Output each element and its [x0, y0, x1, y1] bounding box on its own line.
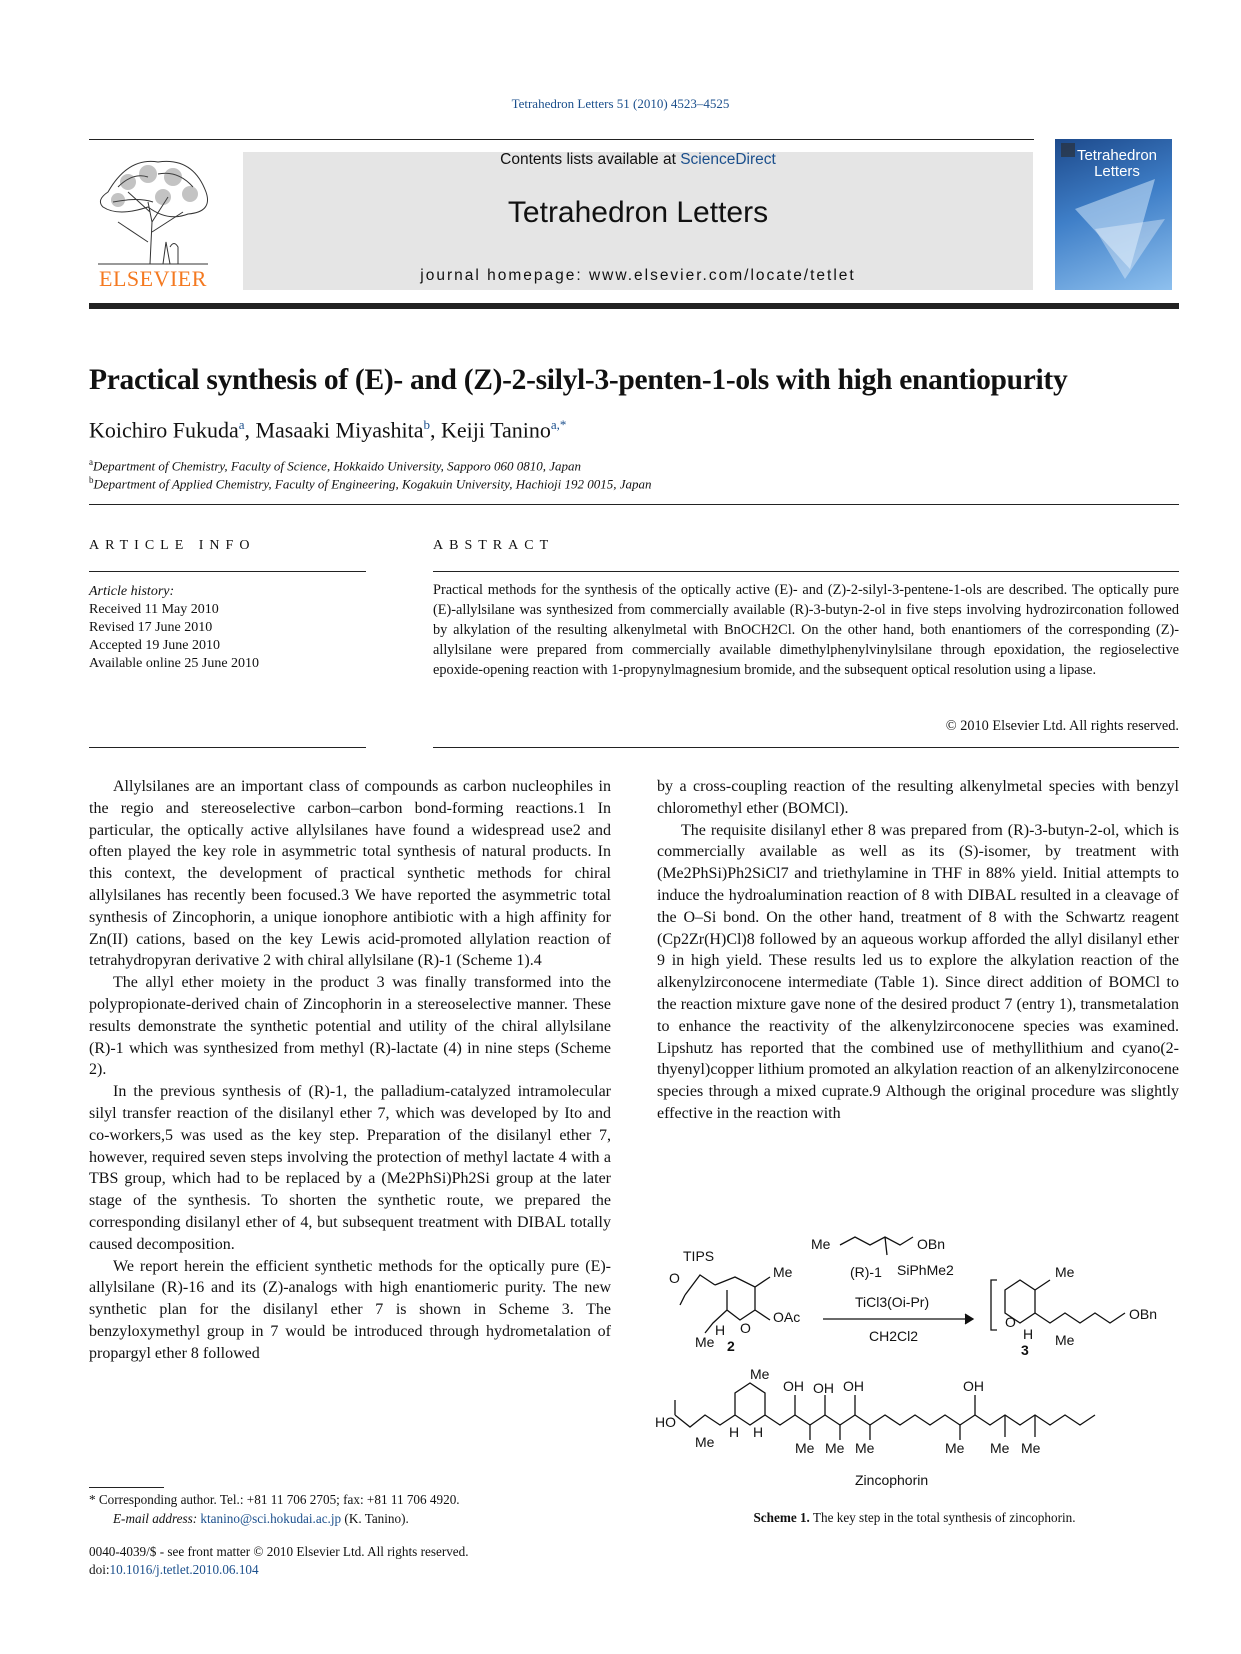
journal-homepage[interactable]: journal homepage: www.elsevier.com/locate/tetlet [420, 267, 856, 284]
paragraph: In the previous synthesis of (R)-1, the palladium-catalyzed intramolecular silyl transfer reaction of the disilanyl ether 7, which was developed by Ito and co-workers,5 was used as the key step. Preparation of the disilanyl ether 7, however, required seven steps involving the protection of methyl lactate 4 with a TBS group, which had to be replaced by a (Me2PhSi)Ph2Si group at the later stage of the synthesis. To shorten the synthetic route, we prepared the corresponding disilanyl ether of 4, but subsequent treatment with DIBAL totally caused decomposition. [89, 1083, 611, 1253]
me-label: Me [825, 1440, 845, 1456]
paragraph: The allyl ether moiety in the product 3 was finally transformed into the polypropionate-derived chain of Zincophorin in a stereoselective manner. These results demonstrate the synthetic potential and utility of the chiral allylsilane (R)-1 which was synthesized from methyl (R)-lactate (4) in nine steps (Scheme 2). [89, 974, 611, 1079]
author-name: Keiji Tanino [441, 417, 551, 443]
abstract-copyright: © 2010 Elsevier Ltd. All rights reserved. [945, 718, 1179, 734]
h-label: H [729, 1424, 740, 1440]
tips-label: TIPS [683, 1248, 715, 1264]
journal-reference[interactable]: Tetrahedron Letters 51 (2010) 4523–4525 [511, 96, 730, 111]
ho-label: HO [655, 1414, 676, 1430]
obn-label: OBn [1129, 1306, 1158, 1322]
history-date: Accepted 19 June 2010 [89, 638, 221, 653]
elsevier-logo-text: ELSEVIER [99, 266, 207, 291]
abstract-bottom-rule [433, 747, 1179, 748]
article-history: Article history: Received 11 May 2010 Revised 17 June 2010 Accepted 19 June 2010 Available online 25 June 2010 [89, 584, 260, 671]
body-column-left [89, 776, 611, 1365]
article-info-rule [89, 571, 366, 572]
author-name: Koichiro Fukuda [89, 417, 239, 443]
oh-label: OH [963, 1378, 984, 1394]
paragraph: by a cross-coupling reaction of the resulting alkenylmetal species with benzyl chloromethyl ether (BOMCl). [657, 778, 1179, 817]
me-label: Me [811, 1236, 831, 1252]
oh-label: OH [783, 1378, 804, 1394]
paragraph: Allylsilanes are an important class of compounds as carbon nucleophiles in the regio and stereoselective carbon–carbon bond-forming reactions.1 In particular, the optically active allylsilanes have found a widespread use2 and often played the key role in asymmetric total synthesis of natural products. In this context, the development of practical synthetic methods for chiral allylsilanes has recently been focused.3 We have reported the asymmetric total synthesis of Zincophorin, a unique ionophore antibiotic with a high affinity for Zn(II) cations, based on the key Lewis acid-promoted allylation reaction of tetrahydropyran derivative 2 with chiral allylsilane (R)-1 (Scheme 1).4 [89, 778, 611, 970]
me-label: Me [750, 1366, 770, 1382]
affiliation: $^a$Department of Chemistry, Faculty of Science, Hokkaido University, Sapporo 060 0810, Japan [89, 457, 582, 474]
oh-label: OH [843, 1378, 864, 1394]
affil-rule [89, 504, 1179, 505]
doi-note: doi:10.1016/j.tetlet.2010.06.104 [89, 1562, 259, 1577]
h-label: H [753, 1424, 764, 1440]
me-label: Me [990, 1440, 1010, 1456]
doi-link[interactable]: 10.1016/j.tetlet.2010.06.104 [109, 1562, 259, 1577]
me-label: Me [795, 1440, 815, 1456]
oac-label: OAc [773, 1309, 801, 1325]
obn-label: OBn [917, 1236, 946, 1252]
me-label: Me [1055, 1332, 1075, 1348]
h-label: H [1023, 1326, 1034, 1342]
reagent-label: TiCl3(Oi-Pr) [855, 1294, 930, 1310]
issn-note: 0040-4039/$ - see front matter © 2010 Elsevier Ltd. All rights reserved. [89, 1544, 469, 1559]
article-info-bottom-rule [89, 747, 366, 748]
header-thick-rule [89, 303, 1179, 309]
article-title: Practical synthesis of (E)- and (Z)-2-silyl-3-penten-1-ols with high enantiopurity [89, 364, 1068, 396]
abstract-text: Practical methods for the synthesis of the optically active (E)- and (Z)-2-silyl-3-pentene-1-ols are described. The optically pure (E)-allylsilane was synthesized from commercially available (R)-3-butyn-2-ol in five steps involving hydrozirconation followed by alkylation of the resulting alkenylmetal with BnOCH2Cl. On the other hand, both enantiomers of the corresponding (Z)-allylsilane were prepared from commercially available dimethylphenylvinylsilane through epoxidation, the regioselective epoxide-opening reaction with 1-propynylmagnesium bromide, and the subsequent optical resolution using a lipase. [433, 582, 1179, 678]
history-date: Revised 17 June 2010 [89, 620, 213, 635]
me-label: Me [773, 1264, 793, 1280]
paragraph: We report herein the efficient synthetic methods for the optically pure (E)-allylsilane (R)-16 and its (Z)-analogs with high enantiomeric purity. The new synthetic plan for the disilanyl ether 7 is shown in Scheme 3. The benzyloxymethyl group in 7 would be introduced through hydrometalation of propargyl ether 8 followed [89, 1257, 611, 1362]
history-date: Available online 25 June 2010 [89, 656, 260, 671]
scheme-1-figure [655, 1215, 1180, 1500]
cover-title: Tetrahedron Letters [1076, 147, 1158, 180]
zincophorin-label: Zincophorin [855, 1472, 929, 1488]
h-label: H [715, 1322, 726, 1338]
author-affil-mark[interactable]: a,* [550, 417, 567, 432]
email-link[interactable]: ktanino@sci.hokudai.ac.jp [200, 1511, 342, 1526]
o-label: O [1005, 1314, 1016, 1330]
author-name: Masaaki Miyashita [255, 417, 424, 443]
sciencedirect-link[interactable]: ScienceDirect [680, 151, 776, 168]
abstract-rule [433, 571, 1179, 572]
siphme2-label: SiPhMe2 [897, 1262, 954, 1278]
o-label: O [669, 1270, 680, 1286]
author-affil-mark[interactable]: a [238, 417, 245, 432]
reagent-r1-label: (R)-1 [850, 1264, 882, 1280]
corresponding-author-note: * Corresponding author. Tel.: +81 11 706 2705; fax: +81 11 706 4920. [89, 1492, 460, 1507]
scheme-caption: Scheme 1. The key step in the total synthesis of zincophorin. [753, 1510, 1076, 1525]
compound-3-label: 3 [1021, 1342, 1029, 1358]
footnote-rule [89, 1487, 164, 1488]
body-column-right [657, 776, 1179, 1125]
o-label: O [740, 1320, 751, 1336]
article-info-heading: ARTICLE INFO [89, 538, 256, 553]
oh-label: OH [813, 1380, 834, 1396]
compound-2-label: 2 [727, 1338, 735, 1354]
me-label: Me [695, 1334, 715, 1350]
journal-title: Tetrahedron Letters [507, 196, 769, 229]
header-top-rule [89, 139, 1034, 140]
contents-available: Contents lists available at ScienceDirect [500, 151, 776, 168]
history-date: Received 11 May 2010 [89, 602, 219, 617]
me-label: Me [1021, 1440, 1041, 1456]
abstract-heading: ABSTRACT [433, 538, 555, 553]
me-label: Me [945, 1440, 965, 1456]
author-list: Koichiro Fukuda$^a$, Masaaki Miyashita$^b$, Keiji Tanino$^{a,*}$ [89, 417, 567, 443]
solvent-label: CH2Cl2 [869, 1328, 919, 1344]
author-affil-mark[interactable]: b [423, 417, 431, 432]
email-note: E-mail address: ktanino@sci.hokudai.ac.jp (K. Tanino). [113, 1511, 409, 1526]
me-label: Me [855, 1440, 875, 1456]
me-label: Me [695, 1434, 715, 1450]
me-label: Me [1055, 1264, 1075, 1280]
paragraph: The requisite disilanyl ether 8 was prepared from (R)-3-butyn-2-ol, which is commercially available as well as its (S)-isomer, by treatment with (Me2PhSi)Ph2SiCl7 and triethylamine in THF in 88% yield. Initial attempts to induce the hydroalumination reaction of 8 with DIBAL resulted in a cleavage of the O–Si bond. On the other hand, treatment of 8 with the Schwartz reagent (Cp2Zr(H)Cl)8 followed by an aqueous workup afforded the allyl disilanyl ether 9 in high yield. These results led us to explore the alkylation reaction of the alkenylzirconocene intermediate (Table 1). Since direct addition of BOMCl to the reaction mixture gave none of the desired product 7 (entry 1), transmetalation to enhance the reactivity of the alkenylzirconocene species was examined. Lipshutz has reported that the combined use of methyllithium and cyano(2-thyenyl)copper lithium promoted an alkylation reaction of an alkenylzirconocene species through a mixed cuprate.9 Although the original procedure was slightly effective in the reaction with [657, 821, 1179, 1122]
affiliation: $^b$Department of Applied Chemistry, Faculty of Engineering, Kogakuin University, Hachioji 192 0015, Japan [89, 475, 652, 492]
